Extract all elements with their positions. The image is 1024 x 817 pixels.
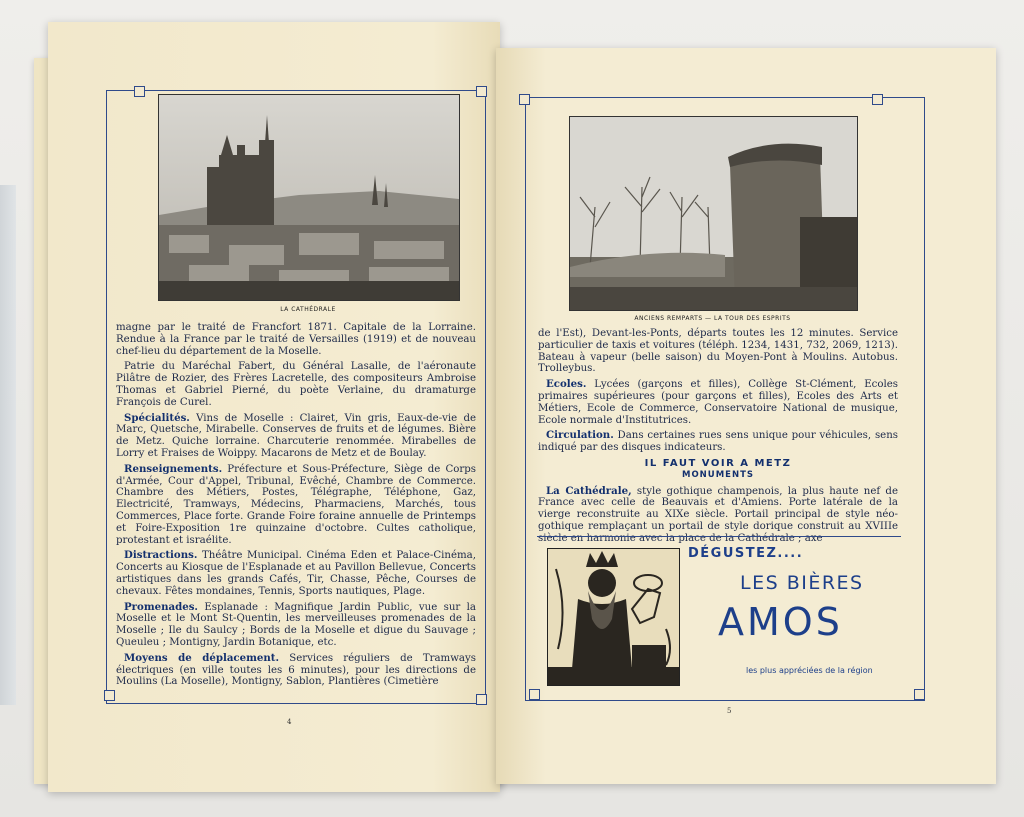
paragraph [116, 361, 476, 408]
right-page-text [538, 328, 898, 544]
page-number: 5 [727, 707, 732, 715]
paragraph [116, 653, 476, 688]
paragraph-text: Patrie du Maréchal Fabert, du Général Lasalle, de l'aéronaute Pilâtre de Rozier, des Frères Lacretelle, des compositeurs Ambroise Thomas et Gabriel Pierné, du poète Verlaine, du dramaturge François de Curel. [116, 361, 476, 408]
paragraph-heading: Ecoles. [546, 378, 587, 391]
paragraph-heading: Distractions. [124, 549, 198, 562]
ad-subtitle: LES BIÈRES [740, 572, 864, 594]
paragraph-text: Esplanade : Magnifique Jardin Public, vue sur la Moselle et le Mont St-Quentin, les merveilleuses promenades de la Moselle ; Ile du Saulcy ; Bords de la Moselle et digue du Sauvage ; Queuleu ; Montigny, Jardin Botanique, etc. [116, 601, 476, 648]
frame-corner [104, 690, 115, 701]
frame-corner [476, 694, 487, 705]
frame-corner [476, 86, 487, 97]
frame-corner [134, 86, 145, 97]
paragraph-text: Vins de Moselle : Clairet, Vin gris, Eaux-de-vie de Marc, Quetsche, Mirabelle. Conserves de fruits et de légumes. Bière de Metz. Quiche lorraine. Charcuterie renommée. Mirabelles de Lorry et Fraises de Woippy. Macarons de Metz et de Boulay. [116, 412, 476, 459]
paragraph-heading: Renseignements. [124, 462, 223, 475]
photo-caption: ANCIENS REMPARTS — LA TOUR DES ESPRITS [634, 315, 791, 322]
paragraph-text: magne par le traité de Francfort 1871. Capitale de la Lorraine. Rendue à la France par le traité de Versailles (1919) et de nouveau chef-lieu du département de la Moselle. [116, 322, 476, 357]
frame-corner [519, 94, 530, 105]
paragraph [116, 322, 476, 357]
left-page-text [116, 322, 476, 690]
section-title: IL FAUT VOIR A METZ [644, 457, 792, 469]
paragraph [116, 602, 476, 649]
frame-corner [872, 94, 883, 105]
paragraph-text: Préfecture et Sous-Préfecture, Siège de Corps d'Armée, Cour d'Appel, Tribunal, Evêché, Chambre de Commerce. Chambre des Métiers, Postes, Télégraphe, Téléphone, Gaz, Electricité, Tramways, Médecins, Pharmaciens, Marchés, tous Commerces, Place forte. Grande Foire foraine annuelle de Printemps et Foire-Exposition 1re quinzaine d'octobre. Cultes catholique, protestant et israélite. [116, 463, 476, 546]
paragraph [538, 430, 898, 454]
frame-corner [529, 689, 540, 700]
paragraph-text: Lycées (garçons et filles), Collège St-Clément, Ecoles primaires supérieures (pour garçons et filles), Ecoles des Arts et Métiers, Ecole de Commerce, Conservatoire National de musique, Ecole normale d'Institutrices. [538, 379, 898, 426]
paragraph [116, 550, 476, 597]
king-drinking-illustration [547, 548, 680, 686]
paragraph [116, 413, 476, 460]
paragraph-heading: Spécialités. [124, 411, 190, 424]
ramparts-photo [569, 116, 858, 311]
paragraph-text: style gothique champenois, la plus haute nef de France avec celle de Beauvais et d'Amiens. Porte latérale de la vierge reconstruite au XIXe siècle. Portail principal de style néo-gothique remplaçant un portail de style dorique construit au XVIIIe siècle en harmonie avec la place de la Cathédrale ; axe [538, 485, 898, 544]
paragraph [538, 328, 898, 375]
ad-brand: AMOS [718, 600, 843, 644]
paragraph-text: Théâtre Municipal. Cinéma Eden et Palace-Cinéma, Concerts au Kiosque de l'Esplanade et au Pavillon Bellevue, Concerts artistiques dans les grands Cafés, Tir, Chasse, Pêche, Courses de chevaux. Fêtes mondaines, Tennis, Sports nautiques, Plage. [116, 550, 476, 597]
paragraph-text: de l'Est), Devant-les-Ponts, départs toutes les 12 minutes. Service particulier de taxis et voitures (téléph. 1234, 1431, 732, 2069, 1213). Bateau à vapeur (belle saison) du Moyen-Pont à Moulins. Autobus. Trolleybus. [538, 328, 898, 375]
cathedral-photo [158, 94, 460, 301]
frame-corner [914, 689, 925, 700]
paragraph-text: Dans certaines rues sens unique pour véhicules, sens indiqué par des disques indicateurs. [538, 430, 898, 454]
section-subtitle: MONUMENTS [682, 469, 754, 480]
ad-divider [537, 536, 901, 537]
paragraph [116, 464, 476, 547]
page-number: 4 [287, 718, 292, 726]
plastic-sleeve [0, 185, 16, 705]
paragraph-heading: La Cathédrale, [546, 484, 632, 497]
paragraph-heading: Moyens de déplacement. [124, 651, 280, 664]
paragraph [538, 379, 898, 426]
paragraph-text: Services réguliers de Tramways électriques (en ville toutes les 6 minutes), pour les directions de Moulins (La Moselle), Montigny, Sablon, Plantières (Cimetière [116, 652, 476, 688]
paragraph-heading: Promenades. [124, 600, 198, 613]
ad-tagline: DÉGUSTEZ.... [688, 546, 804, 561]
photo-caption: LA CATHÉDRALE [280, 306, 336, 313]
ad-slogan: les plus appréciées de la région [746, 666, 873, 675]
paragraph-heading: Circulation. [546, 429, 614, 442]
